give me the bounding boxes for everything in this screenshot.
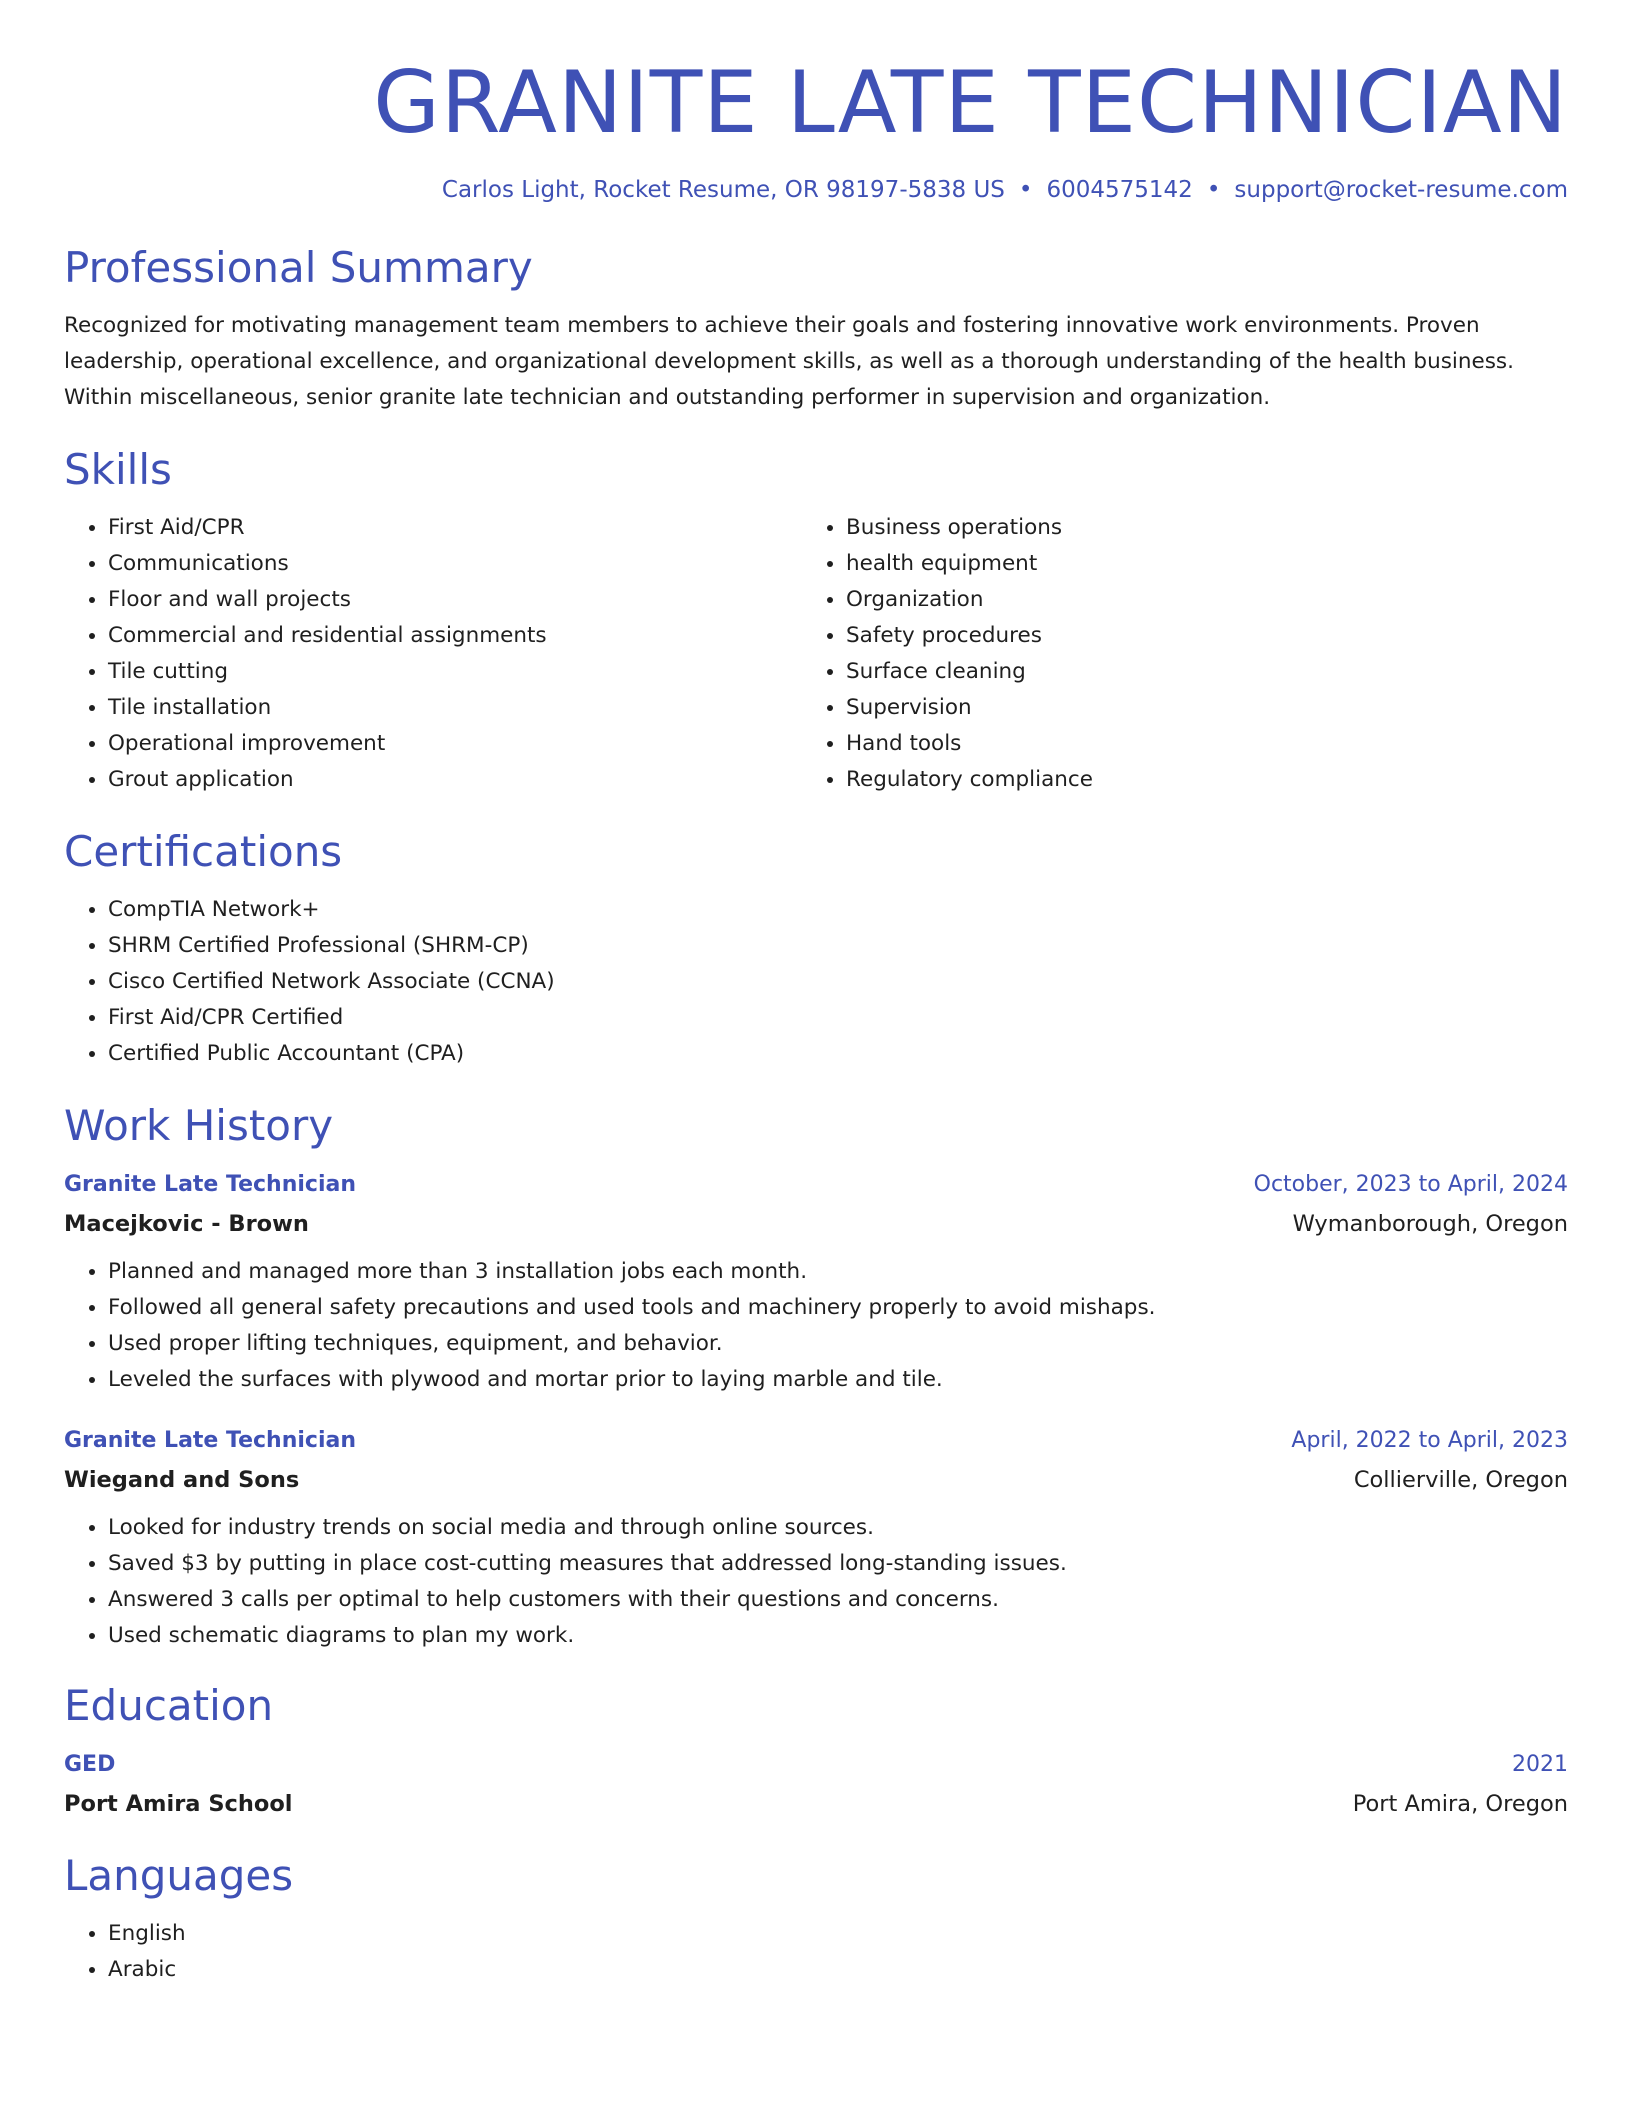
skill-item: • Commercial and residential assignments	[108, 618, 802, 654]
job-bullet: • Followed all general safety precautions and used tools and machinery properly to avoid mishaps.	[108, 1290, 1568, 1326]
skills-section	[64, 442, 1568, 798]
contact-email[interactable]: support@rocket-resume.com	[1234, 177, 1568, 203]
job-bullets	[64, 1254, 1568, 1398]
certification-item: • Cisco Certified Network Associate (CCNA)	[108, 964, 1568, 1000]
summary-heading: Professional Summary	[64, 243, 533, 292]
job-dates: April, 2022 to April, 2023	[1291, 1428, 1568, 1453]
education-degree-row	[64, 1746, 1568, 1784]
job-entry	[64, 1166, 1568, 1398]
skill-item: • Hand tools	[846, 726, 1540, 762]
job-bullet: • Looked for industry trends on social media and through online sources.	[108, 1510, 1568, 1546]
job-bullet: • Used schematic diagrams to plan my work.	[108, 1618, 1568, 1654]
skill-item: • First Aid/CPR	[108, 510, 802, 546]
skills-list-right	[802, 510, 1540, 798]
contact-phone: 6004575142	[1046, 177, 1193, 203]
education-section	[64, 1678, 1568, 1824]
job-bullet: • Planned and managed more than 3 installation jobs each month.	[108, 1254, 1568, 1290]
skill-item: • health equipment	[846, 546, 1540, 582]
certification-item: • Certified Public Accountant (CPA)	[108, 1036, 1568, 1072]
skills-column-left	[64, 510, 802, 798]
education-degree: GED	[64, 1752, 116, 1777]
skills-column-right	[802, 510, 1540, 798]
job-bullet: • Saved $3 by putting in place cost-cutting measures that addressed long-standing issues.	[108, 1546, 1568, 1582]
skill-item: • Organization	[846, 582, 1540, 618]
job-title: Granite Late Technician	[64, 1172, 357, 1197]
skill-item: • Supervision	[846, 690, 1540, 726]
job-bullet: • Leveled the surfaces with plywood and mortar prior to laying marble and tile.	[108, 1362, 1568, 1398]
job-bullet: • Used proper lifting techniques, equipment, and behavior.	[108, 1326, 1568, 1362]
contact-line	[64, 174, 1568, 206]
skill-item: • Business operations	[846, 510, 1540, 546]
skills-grid	[64, 510, 1568, 798]
skill-item: • Floor and wall projects	[108, 582, 802, 618]
job-company: Macejkovic - Brown	[64, 1211, 309, 1237]
summary-text: Recognized for motivating management team members to achieve their goals and fostering innovative work environments. Proven leadership, operational excellence, and organizational development skills, as well as a thorough understanding of the health business. Within miscellaneous, senior granite late technician and outstanding performer in supervision and organization.	[64, 313, 1514, 410]
job-dates: October, 2023 to April, 2024	[1253, 1172, 1568, 1197]
skill-item: • Tile cutting	[108, 654, 802, 690]
skill-item: • Regulatory compliance	[846, 762, 1540, 798]
job-title-row	[64, 1422, 1568, 1460]
education-entry	[64, 1746, 1568, 1824]
job-location: Wymanborough, Oregon	[1292, 1211, 1568, 1237]
skills-list-left	[64, 510, 802, 798]
work-history-section	[64, 1098, 1568, 1654]
language-item: • Arabic	[108, 1952, 1568, 1988]
contact-separator: •	[1206, 177, 1221, 203]
job-company-row	[64, 1460, 1568, 1500]
certifications-section	[64, 824, 1568, 1072]
job-company-row	[64, 1204, 1568, 1244]
education-school: Port Amira School	[64, 1791, 293, 1817]
work-history-heading: Work History	[64, 1101, 334, 1150]
skill-item: • Surface cleaning	[846, 654, 1540, 690]
contact-separator: •	[1018, 177, 1033, 203]
candidate-name: GRANITE LATE TECHNICIAN	[373, 53, 1568, 153]
job-company: Wiegand and Sons	[64, 1467, 300, 1493]
job-title: Granite Late Technician	[64, 1428, 357, 1453]
languages-section	[64, 1848, 1568, 1988]
job-bullet: • Answered 3 calls per optimal to help customers with their questions and concerns.	[108, 1582, 1568, 1618]
certifications-list	[64, 892, 1568, 1072]
job-location: Collierville, Oregon	[1353, 1467, 1568, 1493]
education-year: 2021	[1512, 1752, 1568, 1777]
contact-address: Carlos Light, Rocket Resume, OR 98197-5838 US	[441, 177, 1005, 203]
education-heading: Education	[64, 1681, 274, 1730]
education-school-row	[64, 1784, 1568, 1824]
education-location: Port Amira, Oregon	[1352, 1791, 1568, 1817]
job-entry	[64, 1422, 1568, 1654]
skills-heading: Skills	[64, 445, 172, 494]
skill-item: • Communications	[108, 546, 802, 582]
job-title-row	[64, 1166, 1568, 1204]
skill-item: • Grout application	[108, 762, 802, 798]
certifications-heading: Certifications	[64, 827, 343, 876]
certification-item: • CompTIA Network+	[108, 892, 1568, 928]
skill-item: • Operational improvement	[108, 726, 802, 762]
skill-item: • Tile installation	[108, 690, 802, 726]
certification-item: • SHRM Certified Professional (SHRM-CP)	[108, 928, 1568, 964]
languages-list	[64, 1916, 1568, 1988]
summary-section	[64, 240, 1568, 416]
resume-header	[64, 48, 1568, 206]
languages-heading: Languages	[64, 1851, 294, 1900]
language-item: • English	[108, 1916, 1568, 1952]
skill-item: • Safety procedures	[846, 618, 1540, 654]
certification-item: • First Aid/CPR Certified	[108, 1000, 1568, 1036]
job-bullets	[64, 1510, 1568, 1654]
